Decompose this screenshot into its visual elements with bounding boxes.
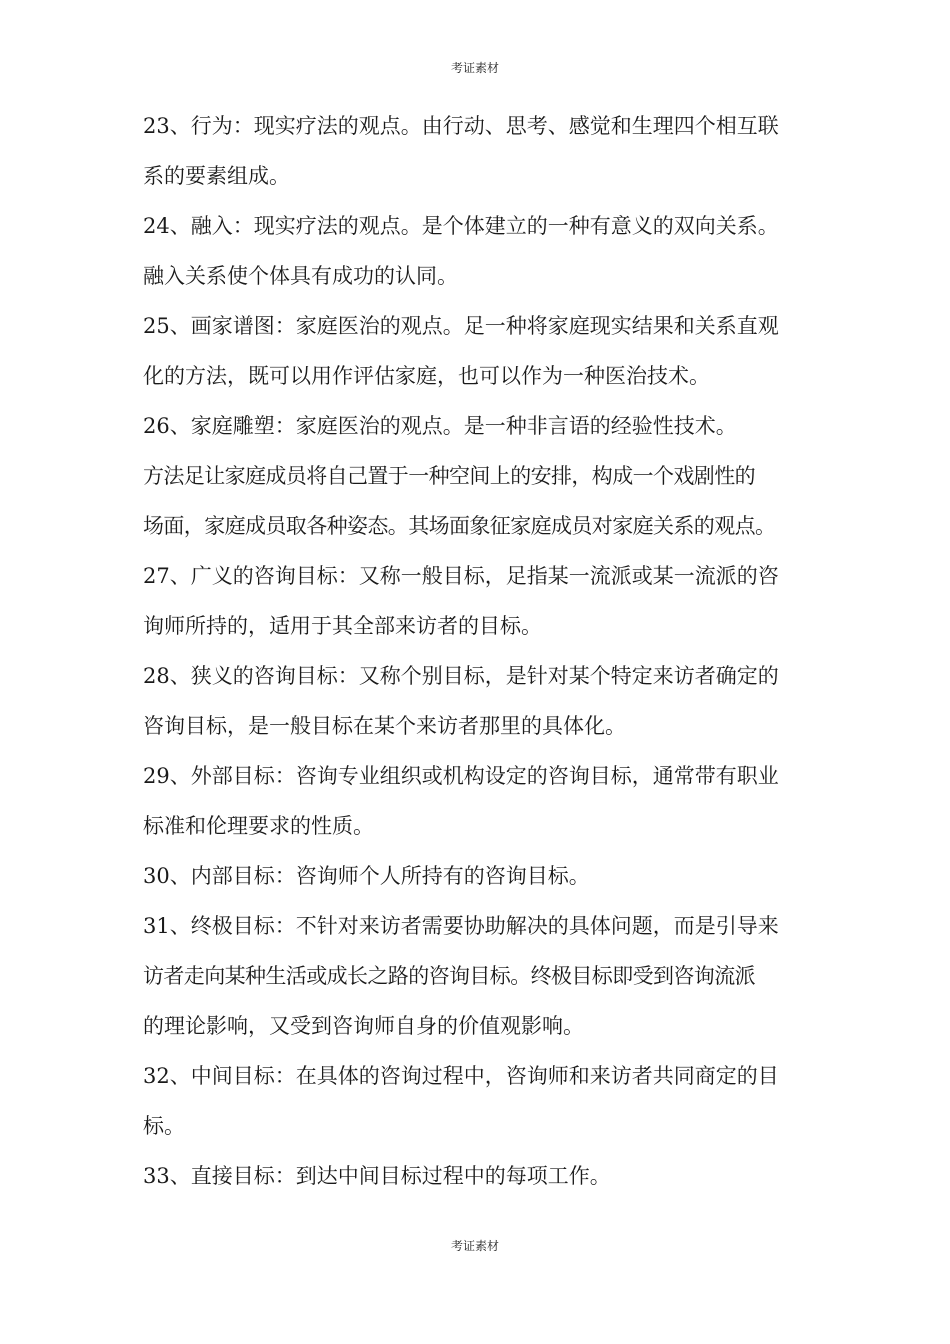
text-line: 场面，家庭成员取各种姿态。其场面象征家庭成员对家庭关系的观点。 bbox=[143, 514, 776, 538]
text-line: 23、行为：现实疗法的观点。由行动、思考、感觉和生理四个相互联 bbox=[143, 114, 779, 138]
text-line: 的理论影响，又受到咨询师自身的价值观影响。 bbox=[143, 1014, 584, 1038]
text-line: 26、家庭雕塑：家庭医治的观点。是一种非言语的经验性技术。 bbox=[143, 414, 737, 438]
text-line: 27、广义的咨询目标：又称一般目标，足指某一流派或某一流派的咨 bbox=[143, 564, 779, 588]
text-line: 咨询目标，是一般目标在某个来访者那里的具体化。 bbox=[143, 714, 626, 738]
text-line: 31、终极目标：不针对来访者需要协助解决的具体问题，而是引导来 bbox=[143, 914, 779, 938]
text-line: 标。 bbox=[143, 1114, 185, 1138]
text-line: 30、内部目标：咨询师个人所持有的咨询目标。 bbox=[143, 864, 590, 888]
document-body bbox=[143, 101, 821, 1201]
text-line: 方法足让家庭成员将自己置于一种空间上的安排，构成一个戏剧性的 bbox=[143, 464, 755, 488]
text-line: 化的方法，既可以用作评估家庭，也可以作为一种医治技术。 bbox=[143, 364, 710, 388]
text-line: 系的要素组成。 bbox=[143, 164, 290, 188]
text-line: 24、融入：现实疗法的观点。是个体建立的一种有意义的双向关系。 bbox=[143, 214, 779, 238]
page-header-note: 考证素材 bbox=[450, 61, 499, 75]
text-line: 32、中间目标：在具体的咨询过程中，咨询师和来访者共同商定的目 bbox=[143, 1064, 779, 1088]
text-line: 融入关系使个体具有成功的认同。 bbox=[143, 264, 458, 288]
text-line: 33、直接目标：到达中间目标过程中的每项工作。 bbox=[143, 1164, 611, 1188]
text-line: 访者走向某种生活或成长之路的咨询目标。终极目标即受到咨询流派 bbox=[143, 964, 755, 988]
text-line: 标准和伦理要求的性质。 bbox=[143, 814, 374, 838]
text-line: 25、画家谱图：家庭医治的观点。足一种将家庭现实结果和关系直观 bbox=[143, 314, 779, 338]
text-line: 28、狭义的咨询目标：又称个别目标，是针对某个特定来访者确定的 bbox=[143, 664, 779, 688]
page-footer-note: 考证素材 bbox=[450, 1239, 499, 1253]
text-line: 29、外部目标：咨询专业组织或机构设定的咨询目标，通常带有职业 bbox=[143, 764, 779, 788]
text-line: 询师所持的，适用于其全部来访者的目标。 bbox=[143, 614, 542, 638]
